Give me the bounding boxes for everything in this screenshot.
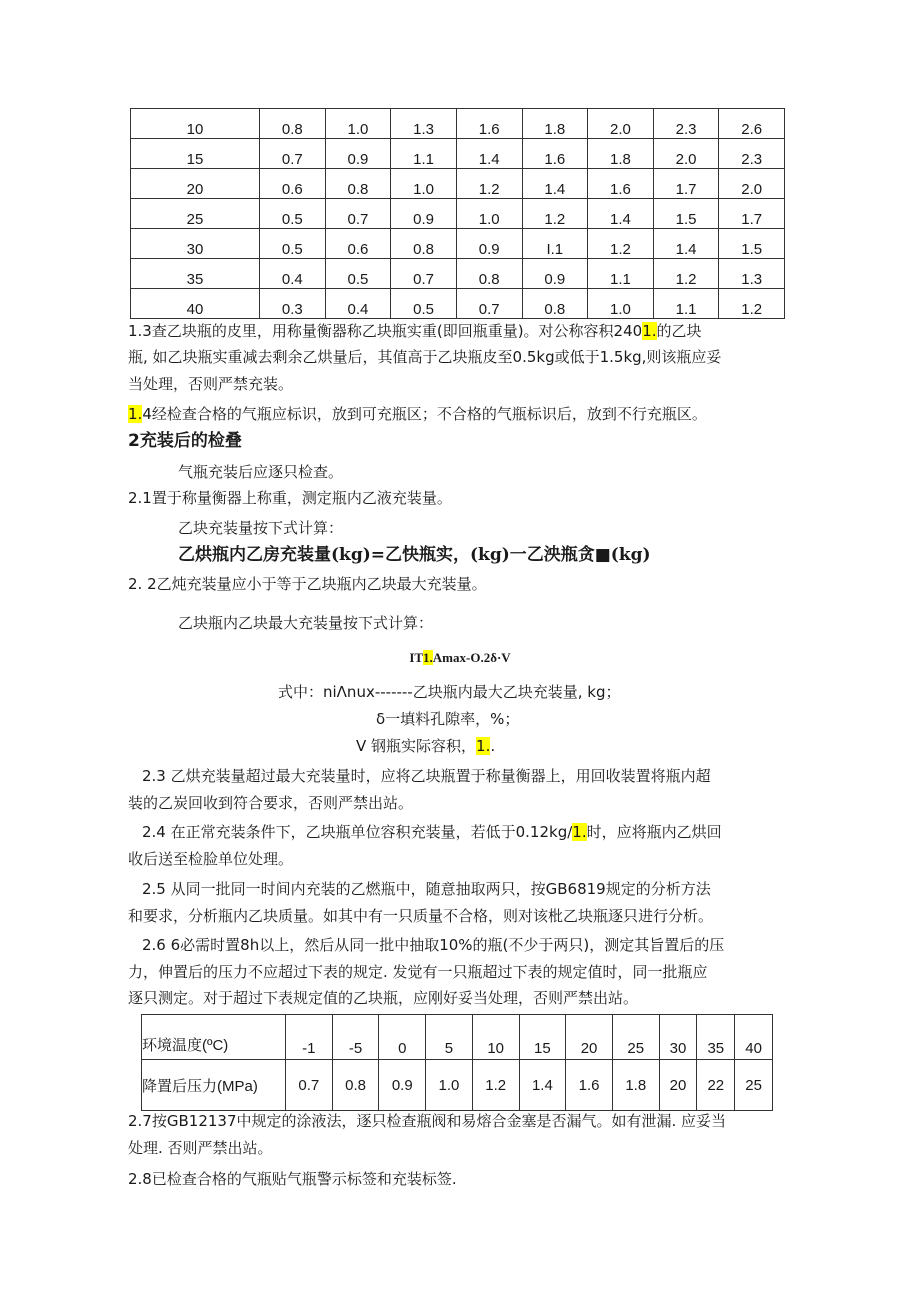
table-cell: 1.1 — [391, 139, 457, 169]
pressure-table — [141, 1014, 773, 1111]
table-cell: 0.5 — [260, 229, 326, 259]
temperature-label: 环境温度(ºC) — [142, 1015, 286, 1060]
para-2-1: 2.1置于称量衡器上称重，测定瓶内乙液充装量。 — [128, 489, 452, 507]
para-2-3-line2: 装的乙炭回收到符合要求，否则严禁出站。 — [128, 794, 414, 812]
formula-max-fill: IT1.Amax-O.2δ·V — [409, 650, 511, 665]
definition-line-1: 式中：niΛnux-------乙块瓶内最大乙块充装量, kg； — [278, 683, 621, 701]
para-2-6-line1: 2.6 6必需时置8h以上，然后从同一批中抽取10%的瓶(不少于两只)，测定其旨置后的压 — [142, 936, 725, 954]
table-cell: 0.8 — [325, 169, 391, 199]
pressure-row — [142, 1060, 773, 1111]
table-cell: 40 — [131, 289, 260, 319]
table-cell: 0.7 — [391, 259, 457, 289]
pressure-cell: 1.0 — [426, 1060, 473, 1111]
table-cell: 1.2 — [588, 229, 654, 259]
pressure-cell: 20 — [659, 1060, 697, 1111]
table-cell: 2.3 — [653, 109, 719, 139]
temperature-cell: 35 — [697, 1015, 735, 1060]
table-cell: 0.5 — [260, 199, 326, 229]
temperature-cell: 30 — [659, 1015, 697, 1060]
table-cell: 0.8 — [522, 289, 588, 319]
table-cell: 2.0 — [588, 109, 654, 139]
table-cell: 1.6 — [522, 139, 588, 169]
table-cell: 1.3 — [719, 259, 785, 289]
pressure-cell: 22 — [697, 1060, 735, 1111]
table-row — [131, 259, 785, 289]
highlight-mark: 1. — [423, 650, 433, 665]
table-cell: 35 — [131, 259, 260, 289]
definition-line-3: V 钢瓶实际容积，1.. — [356, 737, 496, 755]
table-cell: 1.7 — [653, 169, 719, 199]
table-row — [131, 289, 785, 319]
pressure-cell: 1.8 — [612, 1060, 659, 1111]
table-cell: 1.1 — [588, 259, 654, 289]
table-cell: 2.3 — [719, 139, 785, 169]
table-cell: 1.0 — [588, 289, 654, 319]
table-cell: 10 — [131, 109, 260, 139]
table-cell: 0.9 — [522, 259, 588, 289]
table-cell: 0.9 — [325, 139, 391, 169]
table-cell: 1.2 — [522, 199, 588, 229]
para-2-5-line1: 2.5 从同一批同一时间内充装的乙燃瓶中，随意抽取两只，按GB6819规定的分析方法 — [142, 880, 711, 898]
section-heading-2: 2充装后的检叠 — [128, 431, 242, 451]
table-cell: 15 — [131, 139, 260, 169]
temperature-cell: 5 — [426, 1015, 473, 1060]
para-2-6-line2: 力，伸置后的压力不应超过下表的规定. 发觉有一只瓶超过下表的规定值时，同一批瓶应 — [128, 963, 708, 981]
table-cell: 1.1 — [653, 289, 719, 319]
para-2-2-calc: 乙块瓶内乙块最大充装量按下式计算： — [178, 614, 434, 632]
table-cell: 0.9 — [391, 199, 457, 229]
table-cell: 1.2 — [719, 289, 785, 319]
formula-fill-amount: 乙烘瓶内乙房充装量(kg)=乙快瓶实，(kg)一乙泱瓶贪■(kg) — [178, 545, 651, 565]
table-cell: 0.8 — [391, 229, 457, 259]
definition-line-2: δ一填料孔隙率，%； — [376, 710, 520, 728]
para-2-4-line2: 收后送至检脸单位处理。 — [128, 850, 294, 868]
temperature-row — [142, 1015, 773, 1060]
table-cell: 2.0 — [719, 169, 785, 199]
temperature-cell: 15 — [519, 1015, 566, 1060]
table-cell: 0.7 — [260, 139, 326, 169]
para-2-5-line2: 和要求，分析瓶内乙块质量。如其中有一只质量不合格，则对该枇乙块瓶逐只进行分析。 — [128, 907, 714, 925]
table-cell: 25 — [131, 199, 260, 229]
table-cell: 0.8 — [456, 259, 522, 289]
para-2-4-line1: 2.4 在正常充装条件下，乙块瓶单位容积充装量，若低于0.12kg∕1.时，应将瓶内乙烘回 — [142, 823, 722, 841]
top-table-body — [131, 109, 785, 319]
table-cell: 1.4 — [588, 199, 654, 229]
table-cell: 1.4 — [653, 229, 719, 259]
pressure-cell: 1.2 — [472, 1060, 519, 1111]
table-cell: 1.2 — [653, 259, 719, 289]
table-row — [131, 199, 785, 229]
para-2-6-line3: 逐只测定。对于超过下表规定值的乙块瓶，应刚好妥当处理，否则严禁出站。 — [128, 989, 639, 1007]
highlight-mark: 1. — [572, 823, 587, 841]
para-1-3-line2: 瓶, 如乙块瓶实重减去剩余乙烘量后，其值高于乙块瓶皮至0.5kg或低于1.5kg,则该瓶应妥 — [128, 348, 722, 366]
highlight-mark: 1. — [128, 405, 143, 423]
table-cell: 1.7 — [719, 199, 785, 229]
table-cell: 1.0 — [325, 109, 391, 139]
para-1-3-line3: 当处理，否则严禁充装。 — [128, 375, 294, 393]
table-cell: 1.8 — [522, 109, 588, 139]
pressure-cell: 25 — [735, 1060, 773, 1111]
table-cell: 0.4 — [260, 259, 326, 289]
table-cell: 2.0 — [653, 139, 719, 169]
para-1-4: 1.4经检查合格的气瓶应标识，放到可充瓶区；不合格的气瓶标识后，放到不行充瓶区。 — [128, 405, 707, 423]
table-cell: 0.7 — [456, 289, 522, 319]
table-cell: 1.6 — [588, 169, 654, 199]
table-cell: 1.3 — [391, 109, 457, 139]
temperature-cell: 40 — [735, 1015, 773, 1060]
table-row — [131, 169, 785, 199]
pressure-cell: 0.8 — [332, 1060, 379, 1111]
table-cell: 20 — [131, 169, 260, 199]
table-cell: 1.2 — [456, 169, 522, 199]
table-cell: 1.0 — [456, 199, 522, 229]
table-cell: 1.5 — [653, 199, 719, 229]
table-cell: 1.4 — [522, 169, 588, 199]
table-cell: 30 — [131, 229, 260, 259]
table-row — [131, 229, 785, 259]
table-cell: 0.6 — [325, 229, 391, 259]
table-cell: 1.4 — [456, 139, 522, 169]
table-cell: 0.8 — [260, 109, 326, 139]
temperature-cell: 25 — [612, 1015, 659, 1060]
para-2-8: 2.8已检查合格的气瓶贴气瓶警示标签和充装标签. — [128, 1170, 457, 1188]
table-cell: 0.5 — [391, 289, 457, 319]
para-2-intro: 气瓶充装后应逐只检查。 — [178, 463, 344, 481]
table-cell: 1.6 — [456, 109, 522, 139]
pressure-label: 降置后压力(MPa) — [142, 1060, 286, 1111]
table-cell: 0.4 — [325, 289, 391, 319]
table-cell: 1.8 — [588, 139, 654, 169]
temperature-cell: 0 — [379, 1015, 426, 1060]
para-2-1-calc: 乙块充装量按下式计算： — [178, 519, 344, 537]
para-2-7-line2: 处理. 否则严禁出站。 — [128, 1139, 273, 1157]
temperature-cell: -5 — [332, 1015, 379, 1060]
highlight-mark: 1. — [642, 322, 657, 340]
para-1-3-line1: 1.3查乙块瓶的皮里，用称量衡器称乙块瓶实重(即回瓶重量)。对公称容积2401.的乙块 — [128, 322, 702, 340]
temperature-cell: 20 — [566, 1015, 613, 1060]
table-cell: 0.6 — [260, 169, 326, 199]
highlight-mark: 1. — [476, 737, 491, 755]
pressure-cell: 0.9 — [379, 1060, 426, 1111]
para-2-2: 2. 2乙炖充装量应小于等于乙块瓶内乙块最大充装量。 — [128, 575, 487, 593]
temperature-cell: -1 — [286, 1015, 333, 1060]
table-cell: 0.5 — [325, 259, 391, 289]
top-table — [130, 108, 785, 319]
temperature-cell: 10 — [472, 1015, 519, 1060]
table-cell: I.1 — [522, 229, 588, 259]
table-cell: 0.9 — [456, 229, 522, 259]
pressure-cell: 1.6 — [566, 1060, 613, 1111]
para-2-3-line1: 2.3 乙烘充装量超过最大充装量时，应将乙块瓶置于称量衡器上，用回收装置将瓶内超 — [142, 767, 711, 785]
para-2-7-line1: 2.7按GB12137中规定的涂液法，逐只检查瓶阀和易熔合金塞是否漏气。如有泄漏. 应妥当 — [128, 1112, 727, 1130]
pressure-cell: 1.4 — [519, 1060, 566, 1111]
pressure-cell: 0.7 — [286, 1060, 333, 1111]
table-cell: 2.6 — [719, 109, 785, 139]
table-row — [131, 139, 785, 169]
table-cell: 0.3 — [260, 289, 326, 319]
table-row — [131, 109, 785, 139]
table-cell: 0.7 — [325, 199, 391, 229]
table-cell: 1.0 — [391, 169, 457, 199]
table-cell: 1.5 — [719, 229, 785, 259]
